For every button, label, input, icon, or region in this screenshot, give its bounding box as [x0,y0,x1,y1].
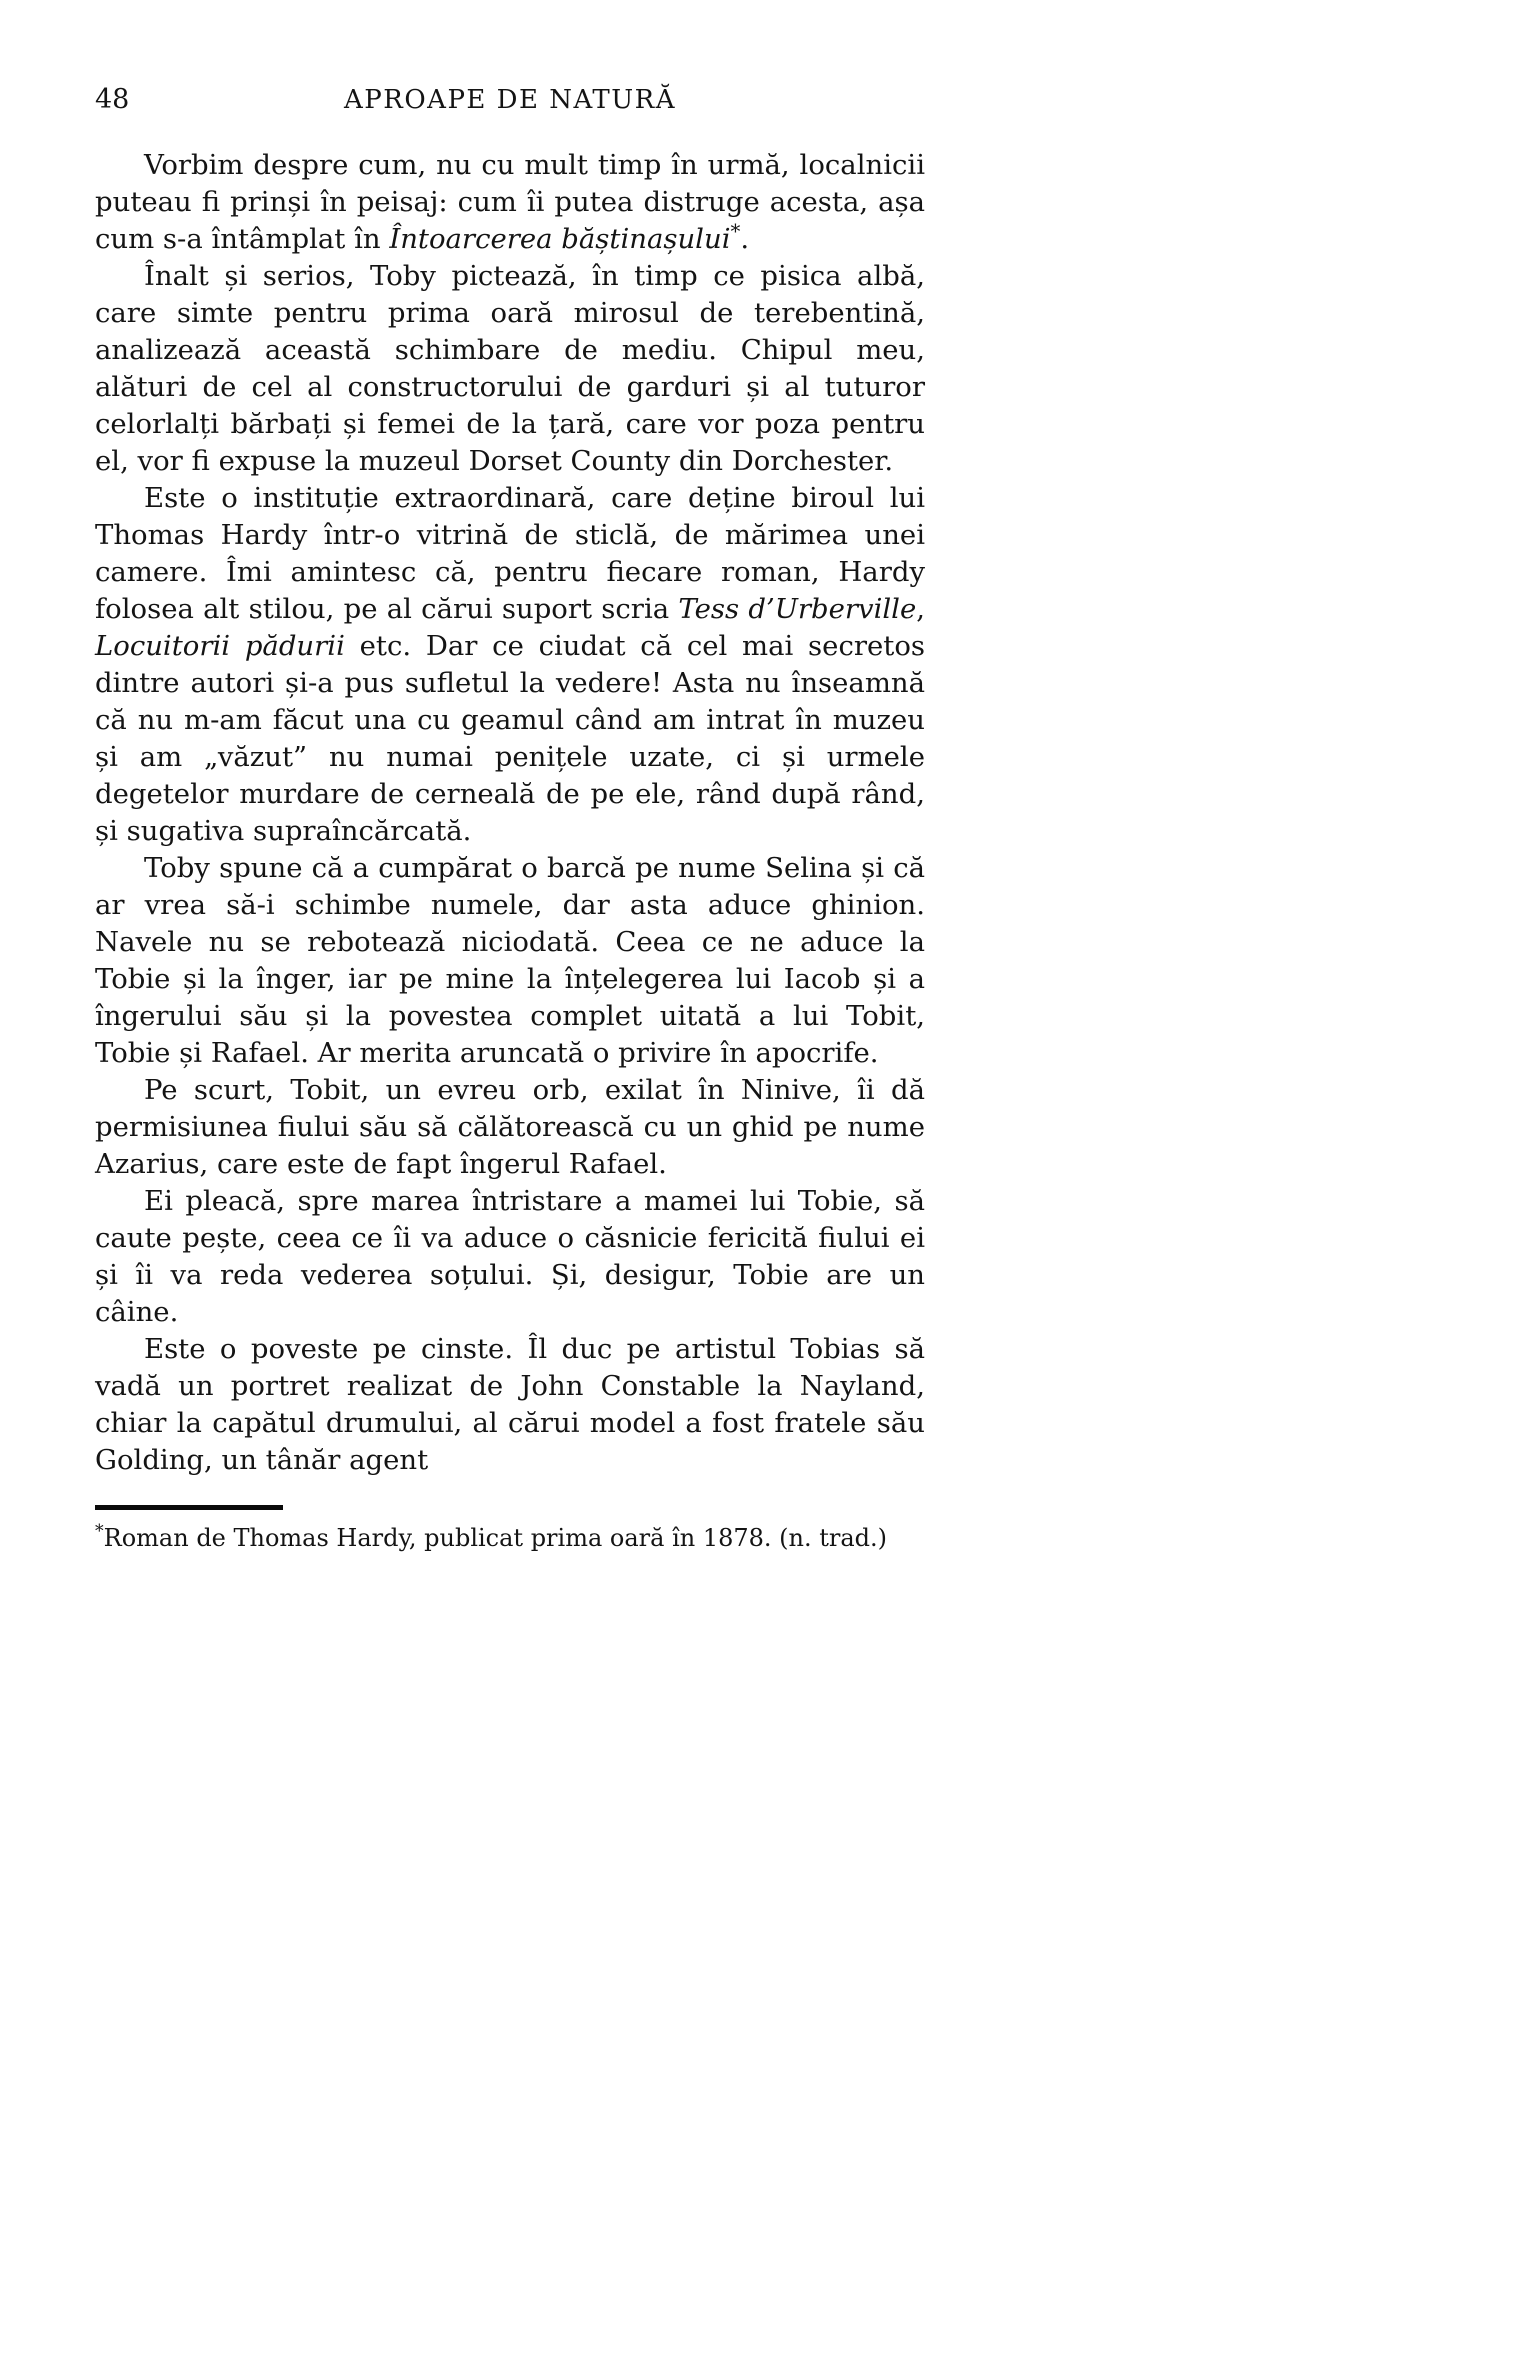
paragraph [95,258,925,480]
page-header [95,84,925,120]
page-number: 48 [95,84,130,115]
paragraph-text: etc. Dar ce ciudat că cel mai secretos dintre autori și-a pus sufletul la vedere! Asta nu înseamnă că nu m-am făcut una cu geamul când am intrat în muzeu și am „văzut” nu numai penițele uzate, ci și urmele degetelor murdare de cerneală de pe ele, rând după rând, și sugativa supraîncărcată. [95,630,925,847]
running-head: APROAPE DE NATURĂ [344,85,676,115]
book-title-text: Locuitorii pădurii [95,630,345,662]
book-title-text: Tess d’Urberville [678,593,917,625]
paragraph-text: Vorbim despre cum, nu cu mult timp în urmă, localnicii puteau fi prinși în peisaj: cum îi putea distruge acesta, așa cum s-a întâmplat în [95,149,925,255]
paragraph-text: Pe scurt, Tobit, un evreu orb, exilat în Ninive, îi dă permisiunea fiului său să călătorească cu un ghid pe nume Azarius, care este de fapt îngerul Rafael. [95,1074,925,1180]
text-block [95,84,925,1554]
paragraph-text: Este o poveste pe cinste. Îl duc pe artistul Tobias să vadă un portret realizat de John Constable la Nayland, chiar la capătul drumului, al cărui model a fost fratele său Golding, un tânăr agent [95,1333,925,1476]
body-text [95,147,925,1479]
paragraph [95,1183,925,1331]
paragraph-text: , [916,593,925,625]
paragraph [95,1331,925,1479]
footnote-reference-marker: * [730,219,741,243]
paragraph [95,480,925,850]
footnote [95,1523,925,1554]
footnote-rule [95,1505,283,1510]
paragraph-text: Ei pleacă, spre marea întristare a mamei lui Tobie, să caute pește, ceea ce îi va aduce o căsnicie fericită fiului ei și îi va reda vederea soțului. Și, desigur, Tobie are un câine. [95,1185,925,1328]
paragraph-text: . [740,223,750,255]
paragraph-text: Înalt și serios, Toby pictează, în timp ce pisica albă, care simte pentru prima oară mirosul de terebentină, analizează această schimbare de mediu. Chipul meu, alături de cel al constructorului de garduri și al tuturor celorlalți bărbați și femei de la țară, care vor poza pentru el, vor fi expuse la muzeul Dorset County din Dorchester. [95,260,925,477]
footnote-text: Roman de Thomas Hardy, publicat prima oară în 1878. (n. trad.) [103,1524,888,1552]
paragraph-text: Este o instituție extraordinară, care deține biroul lui Thomas Hardy într-o vitrină de sticlă, de mărimea unei camere. Îmi amintesc că, pentru fiecare roman, Hardy folosea alt stilou, pe al cărui suport scria [95,482,925,625]
footnote-marker: * [95,1522,104,1542]
paragraph [95,147,925,258]
paragraph [95,850,925,1072]
paragraph-text: Toby spune că a cumpărat o barcă pe nume Selina și că ar vrea să-i schimbe numele, dar asta aduce ghinion. Navele nu se rebotează niciodată. Ceea ce ne aduce la Tobie și la înger, iar pe mine la înțelegerea lui Iacob și a îngerului său și la povestea complet uitată a lui Tobit, Tobie și Rafael. Ar merita aruncată o privire în apocrife. [95,852,925,1069]
book-title-text: Întoarcerea băștinașului [389,223,731,255]
paragraph [95,1072,925,1183]
